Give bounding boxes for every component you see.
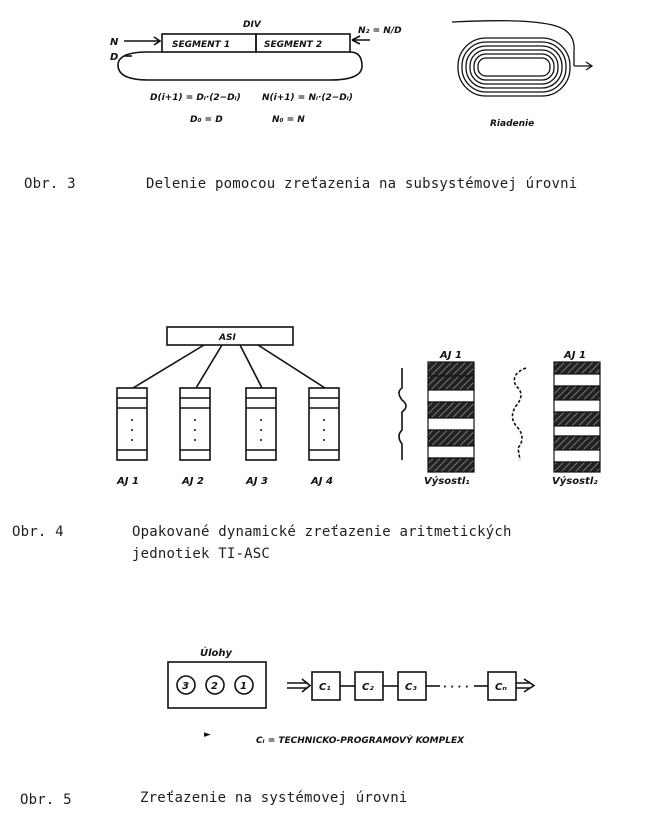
caption-4-number: Obr. 4 <box>12 524 64 540</box>
output-label: N₂ = N/D <box>358 26 402 36</box>
asi-label: ASI <box>219 333 236 343</box>
legend-text: Cᵢ = TECHNICKO-PROGRAMOVÝ KOMPLEX <box>256 736 465 746</box>
caption-4-line-2: jednotiek TI-ASC <box>132 546 271 562</box>
input-d-label: D <box>110 52 119 63</box>
aj-unit-1 <box>117 388 147 460</box>
state-column-1 <box>428 362 474 472</box>
div-label: DIV <box>243 20 261 30</box>
column-2-title: AJ 1 <box>564 350 586 361</box>
column-1-label: Výsostl₁ <box>424 476 470 487</box>
aj-unit-4 <box>309 388 339 460</box>
caption-4-line-1: Opakované dynamické zreťazenie aritmetických <box>132 524 512 540</box>
coil-diagram <box>452 21 592 96</box>
column-1-title: AJ 1 <box>440 350 462 361</box>
stage-c2-label: C₂ <box>362 682 374 693</box>
legend-arrow-mark: ► <box>204 730 211 740</box>
asi-link-2 <box>196 345 222 388</box>
state-column-2 <box>554 362 600 472</box>
wave-right <box>512 368 526 460</box>
feedback-loop <box>118 52 362 80</box>
input-double-arrow <box>287 679 310 692</box>
column-2-label: Výsostl₂ <box>552 476 598 487</box>
unit-label-2: AJ 2 <box>182 476 204 487</box>
coil-label: Riadenie <box>490 119 535 129</box>
task-1-label: 1 <box>240 681 247 692</box>
aj-unit-2 <box>180 388 210 460</box>
unit-label-3: AJ 3 <box>246 476 268 487</box>
stage-c3-label: C₃ <box>405 682 417 693</box>
caption-3-text: Delenie pomocou zreťazenia na subsystémovej úrovni <box>146 176 578 192</box>
asi-link-1 <box>133 345 204 388</box>
fig3-labels <box>110 20 534 129</box>
asi-link-4 <box>258 345 325 388</box>
stage-dots: · · · · <box>443 682 469 693</box>
task-2-label: 2 <box>211 681 218 692</box>
stage-cn-label: Cₙ <box>495 682 507 693</box>
task-3-label: 3 <box>182 681 189 692</box>
caption-5-number: Obr. 5 <box>20 792 72 808</box>
equation-d: D(i+1) = Dᵢ·(2−Dᵢ) <box>150 93 241 103</box>
stage-c1-label: C₁ <box>319 682 331 693</box>
segment-2-label: SEGMENT 2 <box>264 40 323 50</box>
output-double-arrow <box>516 679 534 692</box>
input-n-label: N <box>110 37 119 48</box>
unit-label-1: AJ 1 <box>117 476 139 487</box>
input-n-arrow <box>124 37 160 45</box>
fig4-diagram <box>117 327 600 472</box>
tasks-label: Úlohy <box>200 648 233 659</box>
caption-5-text: Zreťazenie na systémovej úrovni <box>140 790 408 806</box>
output-arrow <box>352 36 370 44</box>
segment-1-label: SEGMENT 1 <box>172 40 231 50</box>
asi-link-3 <box>240 345 262 388</box>
unit-label-4: AJ 4 <box>311 476 333 487</box>
fig3-diagram <box>118 21 592 96</box>
aj-unit-3 <box>246 388 276 460</box>
equation-n: N(i+1) = Nᵢ·(2−Dᵢ) <box>262 93 353 103</box>
wave-left <box>399 368 406 460</box>
fig5-labels <box>182 646 507 746</box>
init-d: D₀ = D <box>190 115 223 125</box>
caption-3-number: Obr. 3 <box>24 176 76 192</box>
fig5-diagram <box>168 662 534 708</box>
init-n: N₀ = N <box>272 115 305 125</box>
